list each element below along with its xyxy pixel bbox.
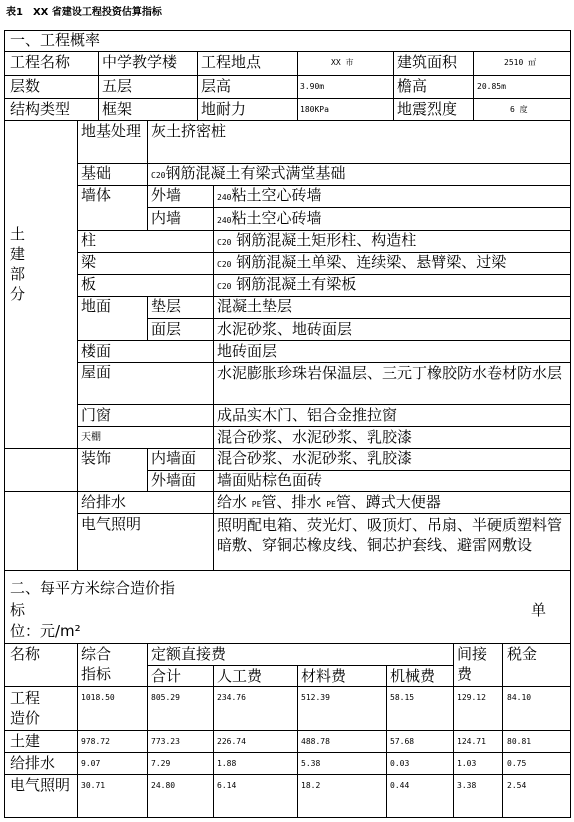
- col-divider: [386, 665, 387, 818]
- foundation: [151, 164, 345, 185]
- structure-label: 结构类型: [10, 100, 71, 118]
- cell-labor: 1.88: [217, 759, 237, 768]
- row-divider: [4, 491, 571, 492]
- table-row-name: 电气照明: [10, 776, 71, 794]
- row-divider: [147, 665, 453, 666]
- cell-indirect: 129.12: [457, 693, 486, 702]
- col-divider: [213, 340, 214, 448]
- area: 2510 ㎡: [504, 58, 537, 67]
- cell-total: 7.29: [151, 759, 171, 768]
- table-border: [570, 30, 571, 818]
- plumbing-text-2: 管、排水: [261, 493, 322, 511]
- structure: 框架: [102, 100, 133, 118]
- plumbing: [217, 493, 441, 514]
- floors: 五层: [102, 77, 133, 95]
- eave-label: 檐高: [397, 77, 428, 95]
- col-divider: [98, 51, 99, 121]
- col-divider: [213, 230, 214, 296]
- row-divider: [4, 51, 571, 52]
- seismic-label: 地震烈度: [397, 100, 458, 118]
- outer-wall-label: 外墙: [151, 186, 182, 204]
- ceiling: 混合砂浆、水泥砂浆、乳胶漆: [217, 428, 413, 446]
- inner-wall-face: 混合砂浆、水泥砂浆、乳胶漆: [217, 449, 413, 467]
- foundation-treatment: 灰土挤密桩: [151, 122, 227, 140]
- header-tax: 税金: [507, 645, 538, 663]
- col-divider: [502, 643, 503, 818]
- floor-label: 楼面: [81, 342, 112, 360]
- ground-label: 地面: [81, 297, 112, 315]
- col-divider: [297, 51, 298, 121]
- cell-total: 24.80: [151, 781, 176, 790]
- concrete-grade: C20: [217, 260, 232, 269]
- cell-machine: 0.03: [390, 759, 410, 768]
- cell-tax: 0.75: [507, 759, 527, 768]
- header-machine: 机械费: [390, 667, 436, 685]
- wall-label: 墙体: [81, 186, 112, 204]
- foundation-text: 钢筋混凝土有梁式满堂基础: [165, 164, 346, 182]
- pipe-type: PE: [326, 500, 336, 509]
- unit-word: 单: [531, 601, 547, 619]
- header-composite: 综合指标: [81, 645, 112, 683]
- col-divider: [393, 51, 394, 121]
- col-divider: [77, 643, 78, 818]
- table-caption: 表1 XX 省建设工程投资估算指标: [6, 7, 162, 18]
- surface-label: 面层: [151, 320, 182, 338]
- cell-composite: 978.72: [81, 737, 110, 746]
- row-divider: [4, 774, 571, 775]
- cell-machine: 0.44: [390, 781, 410, 790]
- col-divider: [197, 51, 198, 121]
- location-label: 工程地点: [201, 53, 262, 71]
- col-divider: [453, 643, 454, 818]
- col-divider: [213, 491, 214, 571]
- table-row-name: 土建: [10, 732, 41, 750]
- col-divider: [147, 120, 148, 163]
- cell-composite: 30.71: [81, 781, 106, 790]
- project-name: 中学教学楼: [102, 53, 178, 71]
- floors-label: 层数: [10, 77, 41, 95]
- doors: 成品实木门、铝合金推拉窗: [217, 406, 398, 424]
- roof-label: 屋面: [81, 363, 112, 381]
- col-divider: [147, 163, 148, 185]
- plumbing-text-3: 管、蹲式大便器: [335, 493, 441, 511]
- civil-group-label: 土建部分: [10, 225, 26, 303]
- electric: 照明配电箱、荧光灯、吸顶灯、吊扇、半硬质塑料管暗敷、穿铜芯橡皮线、铜芯护套线、避雷网敷设: [217, 516, 563, 554]
- row-divider: [147, 318, 571, 319]
- header-indirect: 间接费: [457, 645, 488, 683]
- row-divider: [4, 730, 571, 731]
- table-border: [4, 30, 5, 818]
- floor-height: 3.90m: [300, 82, 325, 91]
- plumbing-label: 给排水: [81, 493, 127, 511]
- col-divider: [297, 665, 298, 818]
- outer-wall-face-label: 外墙面: [151, 471, 197, 489]
- header-name: 名称: [10, 645, 41, 663]
- row-divider: [147, 470, 571, 471]
- row-divider: [4, 752, 571, 753]
- inner-wall: [217, 209, 321, 230]
- table-row-name: 给排水: [10, 754, 56, 772]
- cell-tax: 80.81: [507, 737, 532, 746]
- slab: [217, 275, 356, 296]
- electric-label: 电气照明: [81, 515, 142, 533]
- column-label: 柱: [81, 231, 97, 249]
- slab-label: 板: [81, 275, 97, 293]
- cell-composite: 1018.50: [81, 693, 115, 702]
- column: [217, 231, 416, 252]
- row-divider: [4, 98, 571, 99]
- concrete-grade: C20: [217, 238, 232, 247]
- ceiling-label: 天棚: [81, 432, 101, 443]
- col-divider: [473, 51, 474, 121]
- row-divider: [4, 75, 571, 76]
- decor-label: 装饰: [81, 449, 112, 467]
- pipe-type: PE: [251, 500, 262, 509]
- table-border: [4, 817, 571, 818]
- wall-thickness: 240: [217, 216, 232, 225]
- cell-indirect: 3.38: [457, 781, 477, 790]
- cell-labor: 234.76: [217, 693, 246, 702]
- table-row-name: 工程造价: [10, 689, 41, 727]
- cell-material: 512.39: [301, 693, 330, 702]
- cell-labor: 6.14: [217, 781, 237, 790]
- beam-text: 钢筋混凝土单梁、连续梁、悬臂梁、过梁: [236, 253, 507, 271]
- cell-indirect: 124.71: [457, 737, 486, 746]
- doors-label: 门窗: [81, 406, 112, 424]
- cell-material: 18.2: [301, 781, 321, 790]
- beam-label: 梁: [81, 253, 97, 271]
- inner-wall-face-label: 内墙面: [151, 449, 197, 467]
- cell-indirect: 1.03: [457, 759, 477, 768]
- floor-height-label: 层高: [201, 77, 232, 95]
- outer-wall-face: 墙面贴棕色面砖: [217, 471, 323, 489]
- col-divider: [147, 643, 148, 818]
- wall-thickness: 240: [217, 193, 232, 202]
- cushion-label: 垫层: [151, 297, 182, 315]
- inner-wall-text: 粘土空心砖墙: [231, 209, 322, 227]
- outer-wall-text: 粘土空心砖墙: [231, 186, 322, 204]
- row-divider: [77, 340, 571, 341]
- col-divider: [77, 120, 78, 570]
- row-divider: [77, 426, 571, 427]
- row-divider: [77, 404, 571, 405]
- area-label: 建筑面积: [397, 53, 458, 71]
- floor: 地砖面层: [217, 342, 278, 360]
- cell-total: 773.23: [151, 737, 180, 746]
- header-total: 合计: [151, 667, 182, 685]
- cushion: 混凝土垫层: [217, 297, 293, 315]
- cell-composite: 9.07: [81, 759, 101, 768]
- location: XX 市: [331, 58, 354, 67]
- row-divider: [4, 686, 571, 687]
- concrete-grade: C20: [151, 171, 166, 180]
- cell-material: 488.78: [301, 737, 330, 746]
- plumbing-text-1: 给水: [217, 493, 248, 511]
- cell-machine: 57.68: [390, 737, 415, 746]
- column-text: 钢筋混凝土矩形柱、构造柱: [236, 231, 417, 249]
- foundation-treatment-label: 地基处理: [81, 122, 142, 140]
- header-material: 材料费: [301, 667, 347, 685]
- col-divider: [213, 665, 214, 818]
- section1-title: 一、工程概率: [10, 31, 101, 49]
- cell-tax: 84.10: [507, 693, 532, 702]
- cell-labor: 226.74: [217, 737, 246, 746]
- beam: [217, 253, 506, 274]
- row-divider: [4, 570, 571, 571]
- header-labor: 人工费: [217, 667, 263, 685]
- surface: 水泥砂浆、地砖面层: [217, 320, 353, 338]
- foundation-label: 基础: [81, 164, 112, 182]
- eave: 20.85m: [477, 82, 506, 91]
- slab-text: 钢筋混凝土有梁板: [236, 275, 357, 293]
- header-direct: 定额直接费: [151, 645, 227, 663]
- bearing: 180KPa: [300, 105, 329, 114]
- outer-wall: [217, 186, 321, 207]
- unit-line: 位：元/m²: [10, 622, 81, 640]
- section2-title: 二、每平方米综合造价指: [10, 579, 176, 597]
- cell-material: 5.38: [301, 759, 321, 768]
- inner-wall-label: 内墙: [151, 209, 182, 227]
- cell-tax: 2.54: [507, 781, 527, 790]
- project-name-label: 工程名称: [10, 53, 71, 71]
- roof: 水泥膨胀珍珠岩保温层、三元丁橡胶防水卷材防水层: [217, 364, 563, 382]
- bearing-label: 地耐力: [201, 100, 247, 118]
- section2-title-end: 标: [10, 601, 26, 619]
- cell-machine: 58.15: [390, 693, 415, 702]
- seismic: 6 度: [510, 105, 528, 114]
- cell-total: 805.29: [151, 693, 180, 702]
- concrete-grade: C20: [217, 282, 232, 291]
- row-divider: [147, 207, 571, 208]
